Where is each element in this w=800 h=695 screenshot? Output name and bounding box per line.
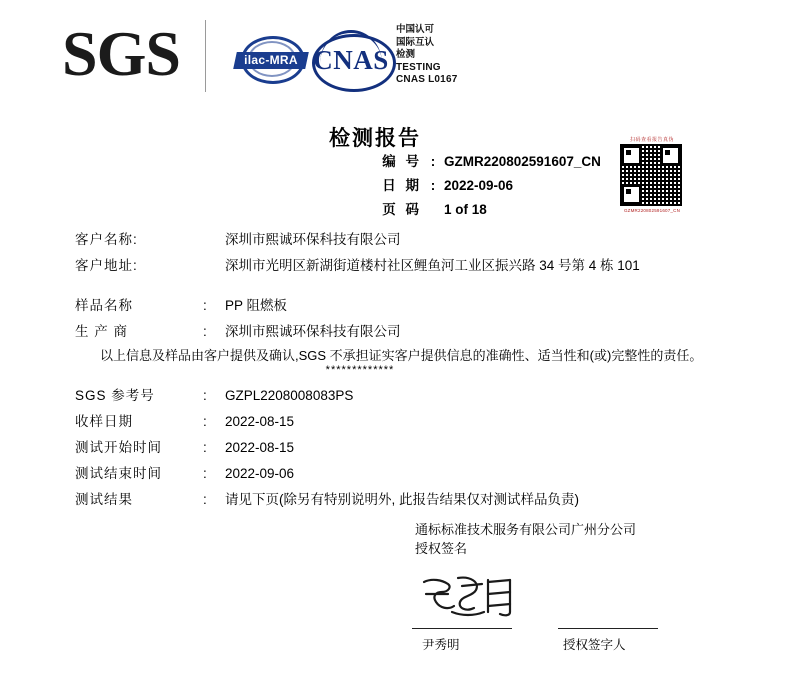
qr-code-icon <box>620 144 682 206</box>
field-sample-name-value: PP 阻燃板 <box>225 298 288 313</box>
report-body <box>0 228 800 514</box>
qr-finder-bottom-left <box>621 184 642 205</box>
field-test-start-date-label: 测试开始时间 <box>75 440 162 455</box>
disclaimer-text: 以上信息及样品由客户提供及确认,SGS 不承担证实客户提供信息的准确性、适当性和(或)完整性的责任。 <box>100 348 703 363</box>
separator-stars: ************* <box>325 364 395 376</box>
signature-line-name <box>412 628 512 630</box>
meta-label-number: 编 号 <box>382 154 422 169</box>
field-test-end-date-value: 2022-09-06 <box>225 466 295 481</box>
meta-colon-number: : <box>430 154 436 169</box>
field-customer-address-label: 客户地址: <box>75 258 138 273</box>
qr-finder-top-right <box>660 145 681 166</box>
field-sgs-reference <box>0 384 800 410</box>
spacer-1 <box>0 280 800 294</box>
cnas-line-4: TESTING <box>396 61 441 73</box>
ilac-mra-logo <box>235 32 307 90</box>
field-manufacturer-sep: : <box>203 324 207 339</box>
field-test-start-date-value: 2022-08-15 <box>225 440 295 455</box>
field-manufacturer-label: 生 产 商 <box>75 324 129 339</box>
page-title-text: 检测报告 <box>329 127 421 150</box>
qr-finder-top-left <box>621 145 642 166</box>
meta-value-number: GZMR220802591607_CN <box>444 154 601 169</box>
field-sgs-reference-sep: : <box>203 388 207 403</box>
field-sample-name-sep: : <box>203 298 207 313</box>
signature-line-title <box>558 628 658 630</box>
field-test-end-date-sep: : <box>203 466 207 481</box>
cnas-logo <box>312 22 392 94</box>
field-customer-address <box>0 254 800 280</box>
ilac-band-label: ilac-MRA <box>244 53 298 67</box>
signature-authorized-label: 授权签名 <box>415 541 468 556</box>
meta-label-date: 日 期 <box>382 178 422 193</box>
field-test-start-date <box>0 436 800 462</box>
cnas-logo-text: CNAS <box>313 45 389 75</box>
qr-code-block <box>620 136 684 218</box>
field-sample-name <box>0 294 800 320</box>
signer-name: 尹秀明 <box>422 638 460 652</box>
sgs-logo: SGS <box>62 18 180 89</box>
document-header <box>0 0 800 118</box>
report-meta <box>360 150 601 222</box>
header-divider <box>205 20 206 92</box>
cnas-accreditation-text <box>396 24 516 87</box>
field-sample-received-date <box>0 410 800 436</box>
field-customer-name <box>0 228 800 254</box>
field-sample-received-date-value: 2022-08-15 <box>225 414 295 429</box>
field-sample-received-date-sep: : <box>203 414 207 429</box>
field-customer-name-value: 深圳市熙诚环保科技有限公司 <box>225 232 401 247</box>
field-sgs-reference-value: GZPL2208008083PS <box>225 388 354 403</box>
signature-company: 通标标准技术服务有限公司广州分公司 <box>415 522 637 537</box>
field-manufacturer <box>0 320 800 346</box>
field-test-end-date-label: 测试结束时间 <box>75 466 162 481</box>
handwritten-signature-icon <box>418 572 538 622</box>
field-test-result-label: 测试结果 <box>75 492 133 507</box>
qr-caption-top: 扫码查看报告真伪 <box>629 137 674 143</box>
qr-caption-bottom: GZMR220802591607_CN <box>623 208 681 213</box>
field-test-result-sep: : <box>203 492 207 507</box>
signature-block <box>415 520 636 558</box>
field-test-start-date-sep: : <box>203 440 207 455</box>
meta-label-page: 页 码 <box>382 202 422 217</box>
field-customer-name-label: 客户名称: <box>75 232 138 247</box>
field-test-result-value: 请见下页(除另有特别说明外, 此报告结果仅对测试样品负责) <box>225 492 579 507</box>
field-manufacturer-value: 深圳市熙诚环保科技有限公司 <box>225 324 401 339</box>
cnas-line-3: 检测 <box>396 49 416 61</box>
field-customer-address-value: 深圳市光明区新湖街道楼村社区鲤鱼河工业区振兴路 34 号第 4 栋 101 <box>225 258 640 273</box>
field-sample-name-label: 样品名称 <box>75 298 133 313</box>
meta-value-date: 2022-09-06 <box>444 178 514 193</box>
ilac-band <box>233 52 309 69</box>
meta-value-page: 1 of 18 <box>444 202 487 217</box>
cnas-line-2: 国际互认 <box>396 36 435 48</box>
meta-colon-date: : <box>430 178 436 193</box>
meta-row-number <box>360 150 601 174</box>
field-test-result <box>0 488 800 514</box>
meta-row-page <box>360 198 601 222</box>
cnas-line-5: CNAS L0167 <box>396 74 458 86</box>
field-test-end-date <box>0 462 800 488</box>
cnas-line-1: 中国认可 <box>396 24 435 35</box>
signer-title: 授权签字人 <box>563 638 626 652</box>
field-sgs-reference-label: SGS 参考号 <box>75 388 155 403</box>
field-sample-received-date-label: 收样日期 <box>75 414 133 429</box>
spacer-2 <box>0 376 800 384</box>
meta-row-date <box>360 174 601 198</box>
